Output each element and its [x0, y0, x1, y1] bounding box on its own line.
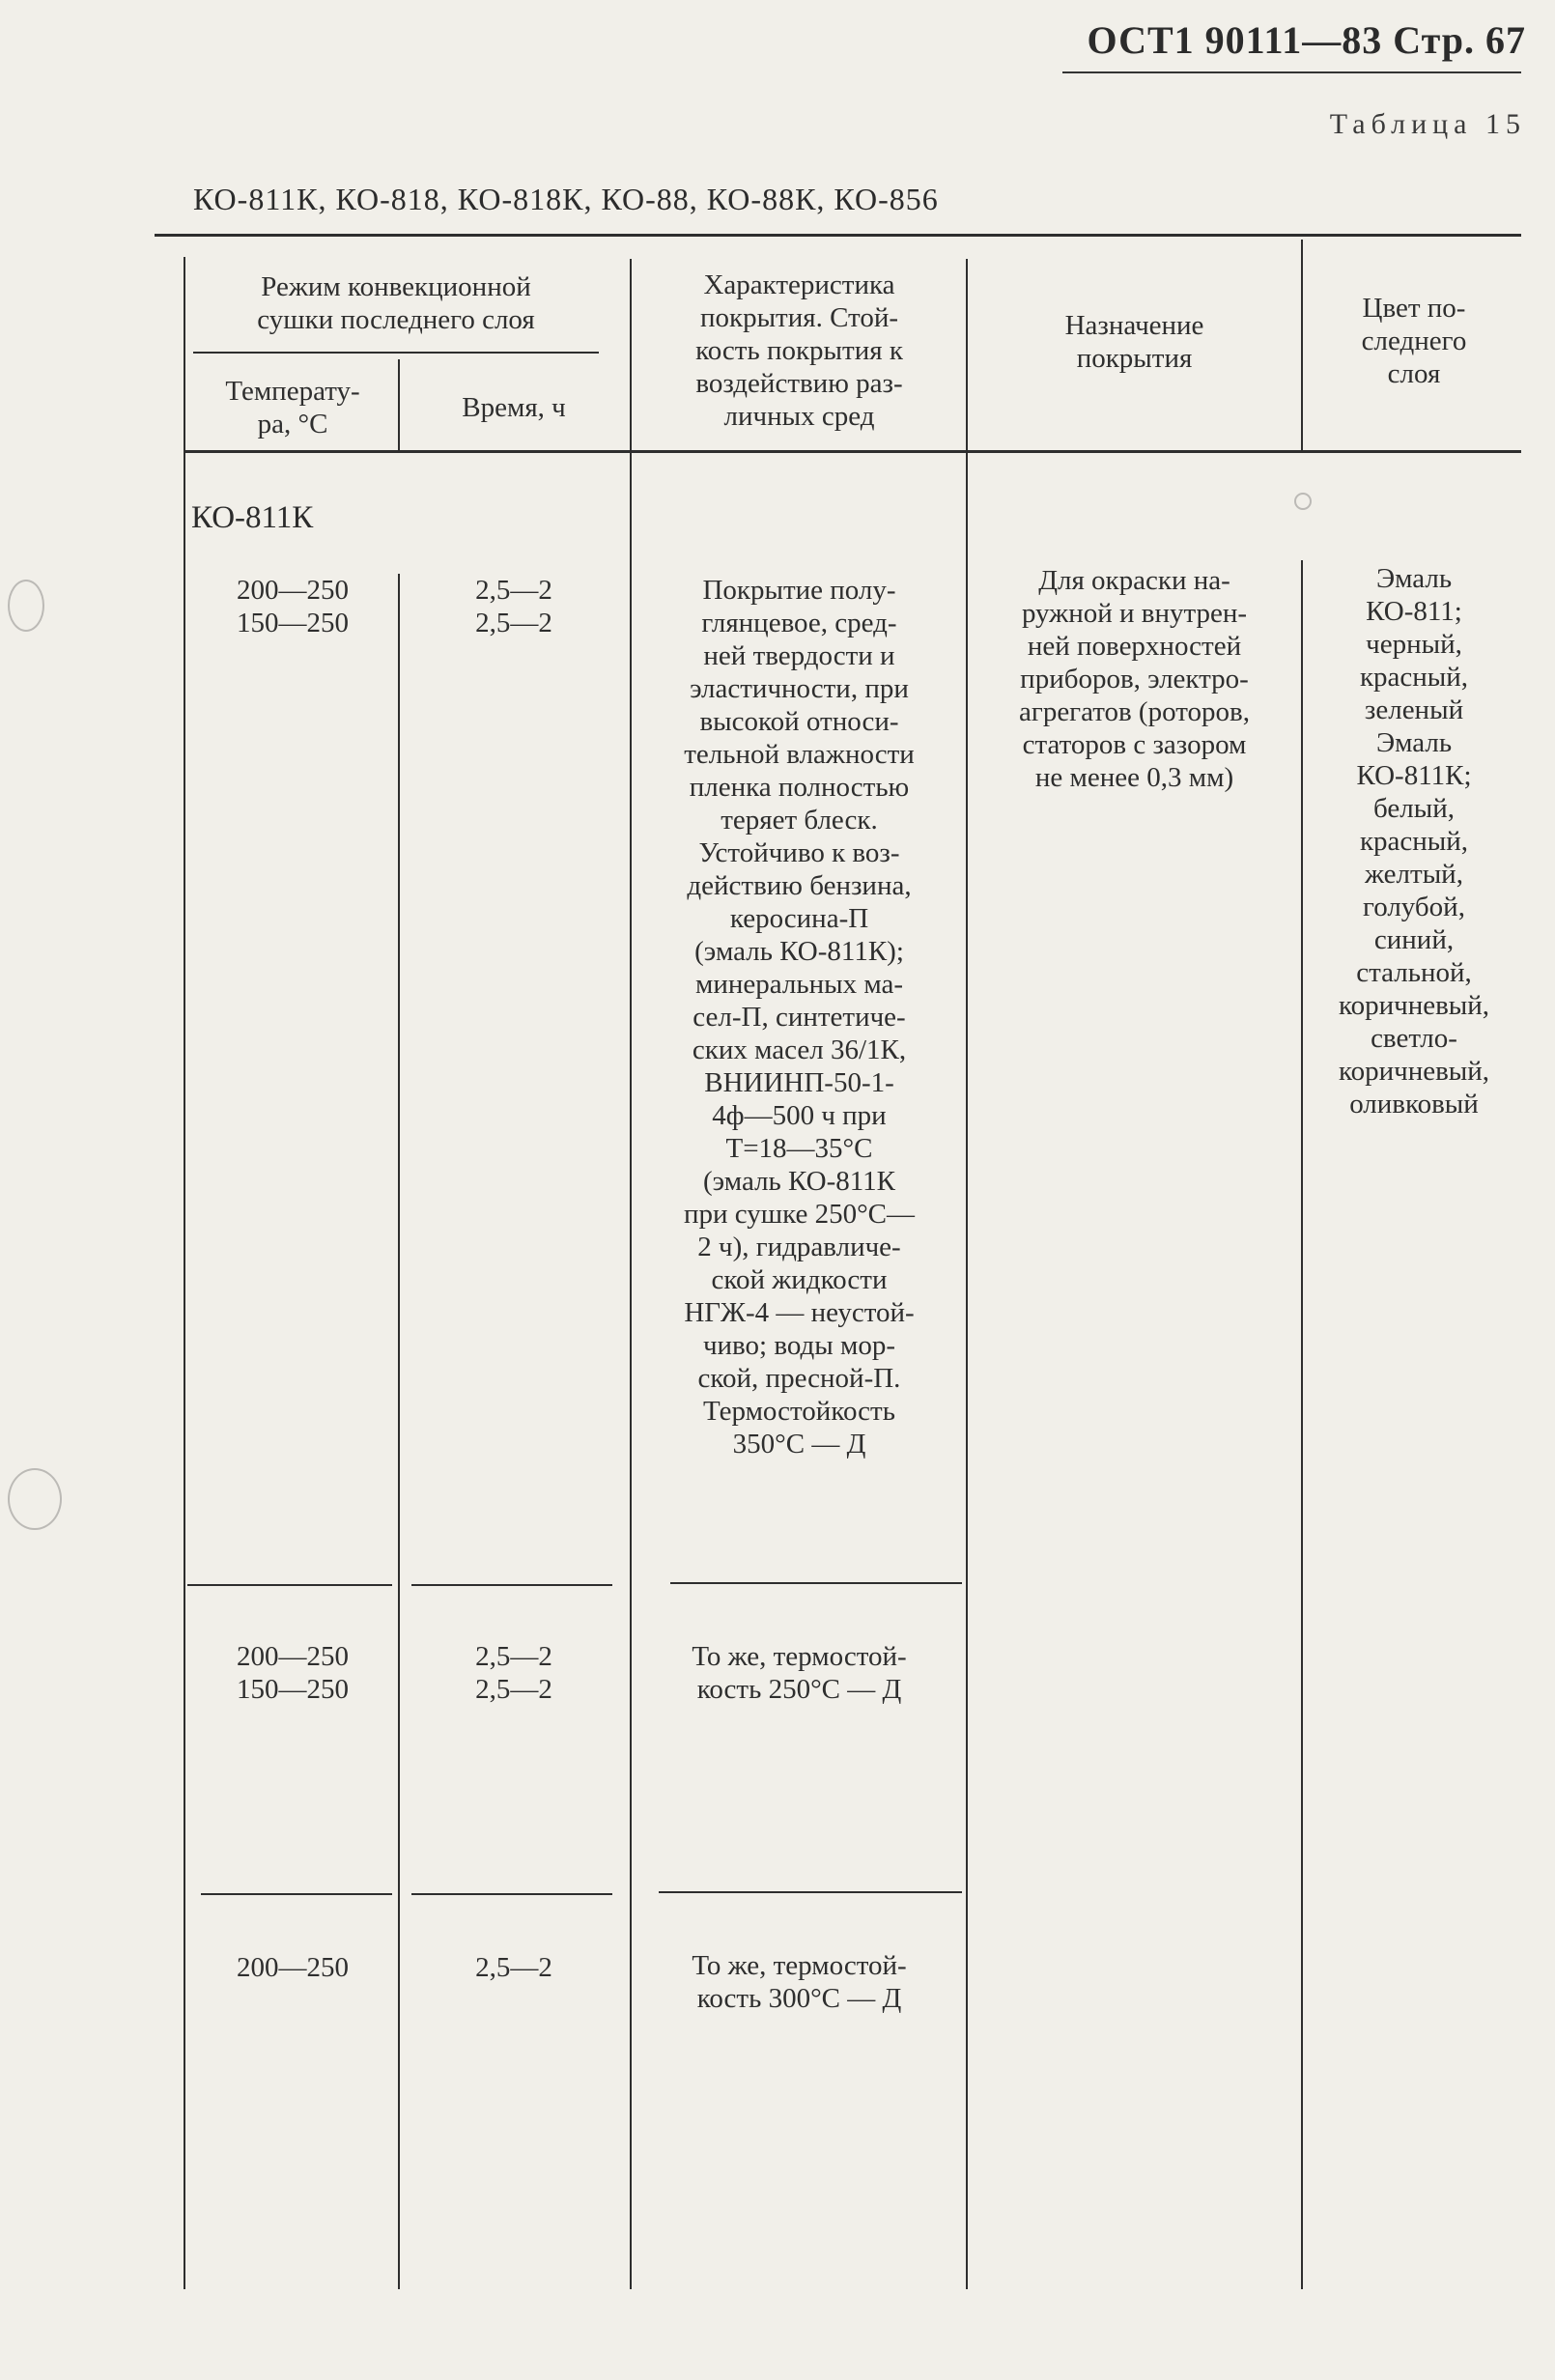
col-rule-time-char: [630, 259, 632, 2289]
table-left-rule: [184, 257, 185, 2289]
row2-time: 2,5—2 2,5—2: [475, 1641, 552, 1705]
table-top-rule: [155, 234, 1521, 237]
row-separator: [187, 1584, 392, 1586]
header-drying-group: Режим конвекционной сушки последнего слоя: [257, 271, 535, 335]
row1-color: Эмаль КО-811; черный, красный, зеленый Эмаль КО-811К; белый, красный, желтый, голубой, синий, стальной, коричневый, светло- коричневый, оливковый: [1338, 563, 1490, 1119]
scan-artifact: [1294, 493, 1312, 510]
col-rule-temp-time-body: [398, 574, 400, 2289]
header-underline: [1062, 71, 1521, 73]
row2-temperature: 200—250 150—250: [237, 1641, 349, 1705]
header-temperature: Температу- ра, °С: [225, 376, 360, 439]
row3-time: 2,5—2: [475, 1952, 552, 1983]
header-color: Цвет по- следнего слоя: [1361, 293, 1467, 389]
row-separator: [659, 1891, 962, 1893]
row1-characteristics: Покрытие полу- глянцевое, сред- ней твердости и эластичности, при высокой относи- тельной влажности пленка полностью теряет блеск. Устойчиво к воз- действию бензина, керосина-П (эмаль КО-811К); минеральных ма- сел-П, синтетиче- ских масел 36/1К, ВНИИНП-50-1- 4ф—500 ч при Т=18—35°С (эмаль КО-811К при сушке 250°С— 2 ч), гидравличе- ской жидкости НГЖ-4 — неустой- чиво; воды мор- ской, пресной-П. Термостойкость 350°С — Д: [683, 575, 916, 1459]
row3-characteristics: То же, термостой- кость 300°С — Д: [692, 1950, 907, 2014]
section-title: КО-811К: [191, 500, 314, 535]
row1-temperature: 200—250 150—250: [237, 575, 349, 638]
row2-characteristics: То же, термостой- кость 250°С — Д: [692, 1641, 907, 1705]
scan-artifact: [8, 1468, 62, 1530]
row3-temperature: 200—250: [237, 1952, 349, 1983]
header-characteristics: Характеристика покрытия. Стой- кость покрытия к воздействию раз- личных сред: [695, 269, 903, 432]
scan-artifact: [8, 580, 44, 632]
header-purpose: Назначение покрытия: [1064, 310, 1204, 374]
document-id: ОСТ1 90111—83 Стр. 67: [1087, 18, 1526, 62]
header-time: Время, ч: [462, 392, 566, 423]
drying-group-rule: [193, 352, 599, 354]
row-separator: [201, 1893, 392, 1895]
row-separator: [411, 1893, 612, 1895]
row-separator: [411, 1584, 612, 1586]
row-separator: [670, 1582, 962, 1584]
materials-line: КО-811К, КО-818, КО-818К, КО-88, КО-88К, КО-856: [193, 182, 939, 216]
row1-purpose: Для окраски на- ружной и внутрен- ней поверхностей приборов, электро- агрегатов (роторов, статоров с зазором не менее 0,3 мм): [1019, 565, 1250, 793]
row1-time: 2,5—2 2,5—2: [475, 575, 552, 638]
header-bottom-rule: [184, 450, 1521, 453]
table-number: Таблица 15: [1329, 108, 1526, 140]
